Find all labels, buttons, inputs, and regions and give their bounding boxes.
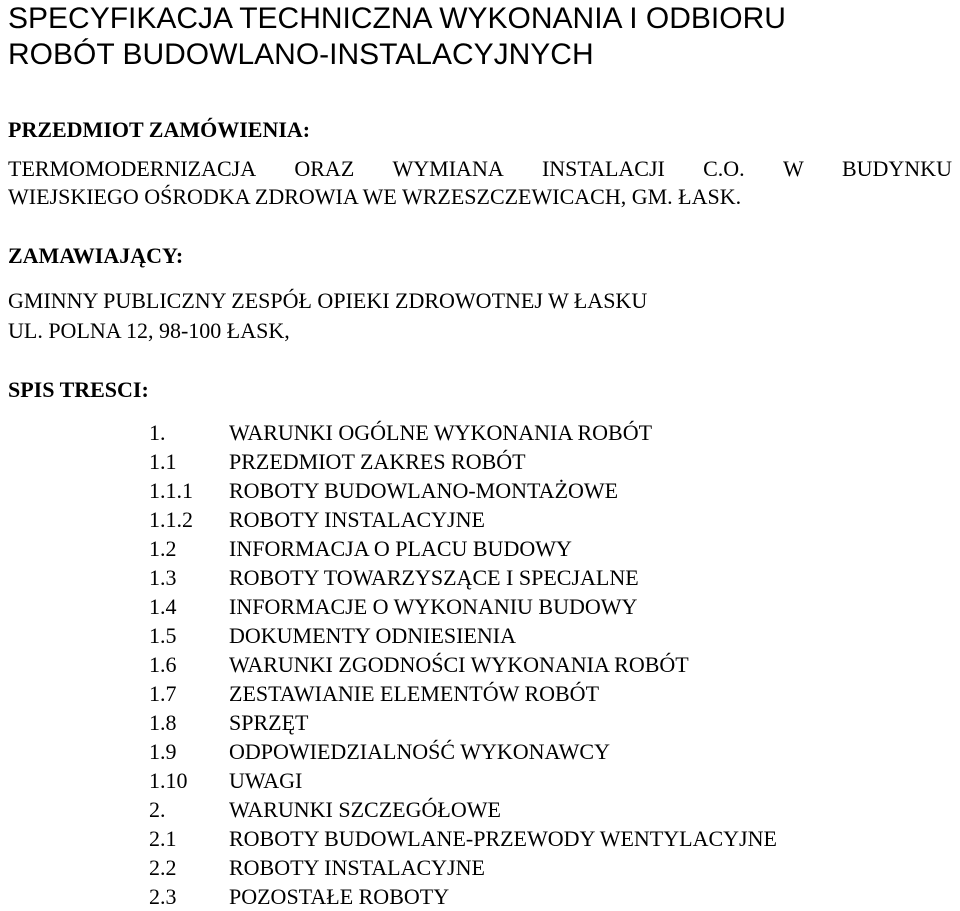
toc-number: 2. bbox=[149, 797, 166, 822]
toc-number: 2.2 bbox=[149, 855, 177, 880]
toc-row bbox=[0, 592, 960, 621]
toc-number: 1.8 bbox=[149, 710, 177, 735]
client-heading: ZAMAWIAJĄCY: bbox=[8, 243, 184, 268]
toc-number: 2.1 bbox=[149, 826, 177, 851]
toc-row bbox=[0, 447, 960, 476]
toc-row bbox=[0, 795, 960, 824]
toc-label: WARUNKI SZCZEGÓŁOWE bbox=[229, 797, 501, 822]
toc-label: POZOSTAŁE ROBOTY bbox=[229, 884, 450, 909]
toc-label: WARUNKI ZGODNOŚCI WYKONANIA ROBÓT bbox=[229, 652, 689, 677]
toc-label: WARUNKI OGÓLNE WYKONANIA ROBÓT bbox=[229, 420, 653, 445]
toc-row bbox=[0, 737, 960, 766]
toc-label: ROBOTY TOWARZYSZĄCE I SPECJALNE bbox=[229, 565, 639, 590]
toc-number: 1.9 bbox=[149, 739, 177, 764]
toc-label: ZESTAWIANIE ELEMENTÓW ROBÓT bbox=[229, 681, 600, 706]
subject-word: TERMOMODERNIZACJA bbox=[8, 156, 257, 181]
subject-word: WYMIANA bbox=[392, 156, 504, 181]
toc-label: INFORMACJE O WYKONANIU BUDOWY bbox=[229, 594, 638, 619]
toc-label: INFORMACJA O PLACU BUDOWY bbox=[229, 536, 572, 561]
toc-label: DOKUMENTY ODNIESIENIA bbox=[229, 623, 516, 648]
toc-number: 1. bbox=[149, 420, 166, 445]
toc-row bbox=[0, 708, 960, 737]
client-line-1: GMINNY PUBLICZNY ZESPÓŁ OPIEKI ZDROWOTNEJ W ŁASKU bbox=[8, 288, 648, 313]
subject-word: INSTALACJI bbox=[541, 156, 665, 181]
toc-row bbox=[0, 824, 960, 853]
toc-number: 1.2 bbox=[149, 536, 177, 561]
toc-number: 1.1.2 bbox=[149, 507, 193, 532]
subject-heading: PRZEDMIOT ZAMÓWIENIA: bbox=[8, 117, 311, 142]
subject-word: C.O. bbox=[703, 156, 745, 181]
toc-number: 1.4 bbox=[149, 594, 177, 619]
toc-row bbox=[0, 476, 960, 505]
toc-label: UWAGI bbox=[229, 768, 303, 793]
subject-word: W bbox=[782, 156, 804, 181]
subject-word: BUDYNKU bbox=[841, 156, 952, 181]
toc-row bbox=[0, 853, 960, 882]
toc-number: 1.5 bbox=[149, 623, 177, 648]
toc-number: 1.3 bbox=[149, 565, 177, 590]
client-line-2: UL. POLNA 12, 98-100 ŁASK, bbox=[8, 318, 290, 343]
toc-row bbox=[0, 505, 960, 534]
subject-line-1 bbox=[8, 156, 952, 182]
toc-row bbox=[0, 534, 960, 563]
toc-number: 1.1 bbox=[149, 449, 177, 474]
toc-label: ROBOTY INSTALACYJNE bbox=[229, 855, 485, 880]
toc-row bbox=[0, 418, 960, 447]
toc-row bbox=[0, 621, 960, 650]
subject-line-2: WIEJSKIEGO OŚRODKA ZDROWIA WE WRZESZCZEWICACH, GM. ŁASK. bbox=[8, 184, 742, 209]
toc-number: 2.3 bbox=[149, 884, 177, 909]
toc-row bbox=[0, 766, 960, 795]
toc-label: ROBOTY INSTALACYJNE bbox=[229, 507, 485, 532]
toc-row bbox=[0, 650, 960, 679]
toc-number: 1.6 bbox=[149, 652, 177, 677]
toc-label: PRZEDMIOT ZAKRES ROBÓT bbox=[229, 449, 526, 474]
table-of-contents bbox=[0, 418, 960, 911]
document-title-line-2: ROBÓT BUDOWLANO-INSTALACYJNYCH bbox=[8, 38, 594, 71]
toc-label: SPRZĘT bbox=[229, 710, 309, 735]
toc-row bbox=[0, 679, 960, 708]
toc-row bbox=[0, 563, 960, 592]
toc-label: ROBOTY BUDOWLANE-PRZEWODY WENTYLACYJNE bbox=[229, 826, 777, 851]
toc-number: 1.7 bbox=[149, 681, 177, 706]
toc-label: ODPOWIEDZIALNOŚĆ WYKONAWCY bbox=[229, 739, 610, 764]
toc-heading: SPIS TRESCI: bbox=[8, 377, 149, 402]
subject-word: ORAZ bbox=[294, 156, 355, 181]
toc-label: ROBOTY BUDOWLANO-MONTAŻOWE bbox=[229, 478, 619, 503]
document-title-line-1: SPECYFIKACJA TECHNICZNA WYKONANIA I ODBIORU bbox=[8, 2, 786, 35]
toc-number: 1.1.1 bbox=[149, 478, 193, 503]
toc-number: 1.10 bbox=[149, 768, 188, 793]
